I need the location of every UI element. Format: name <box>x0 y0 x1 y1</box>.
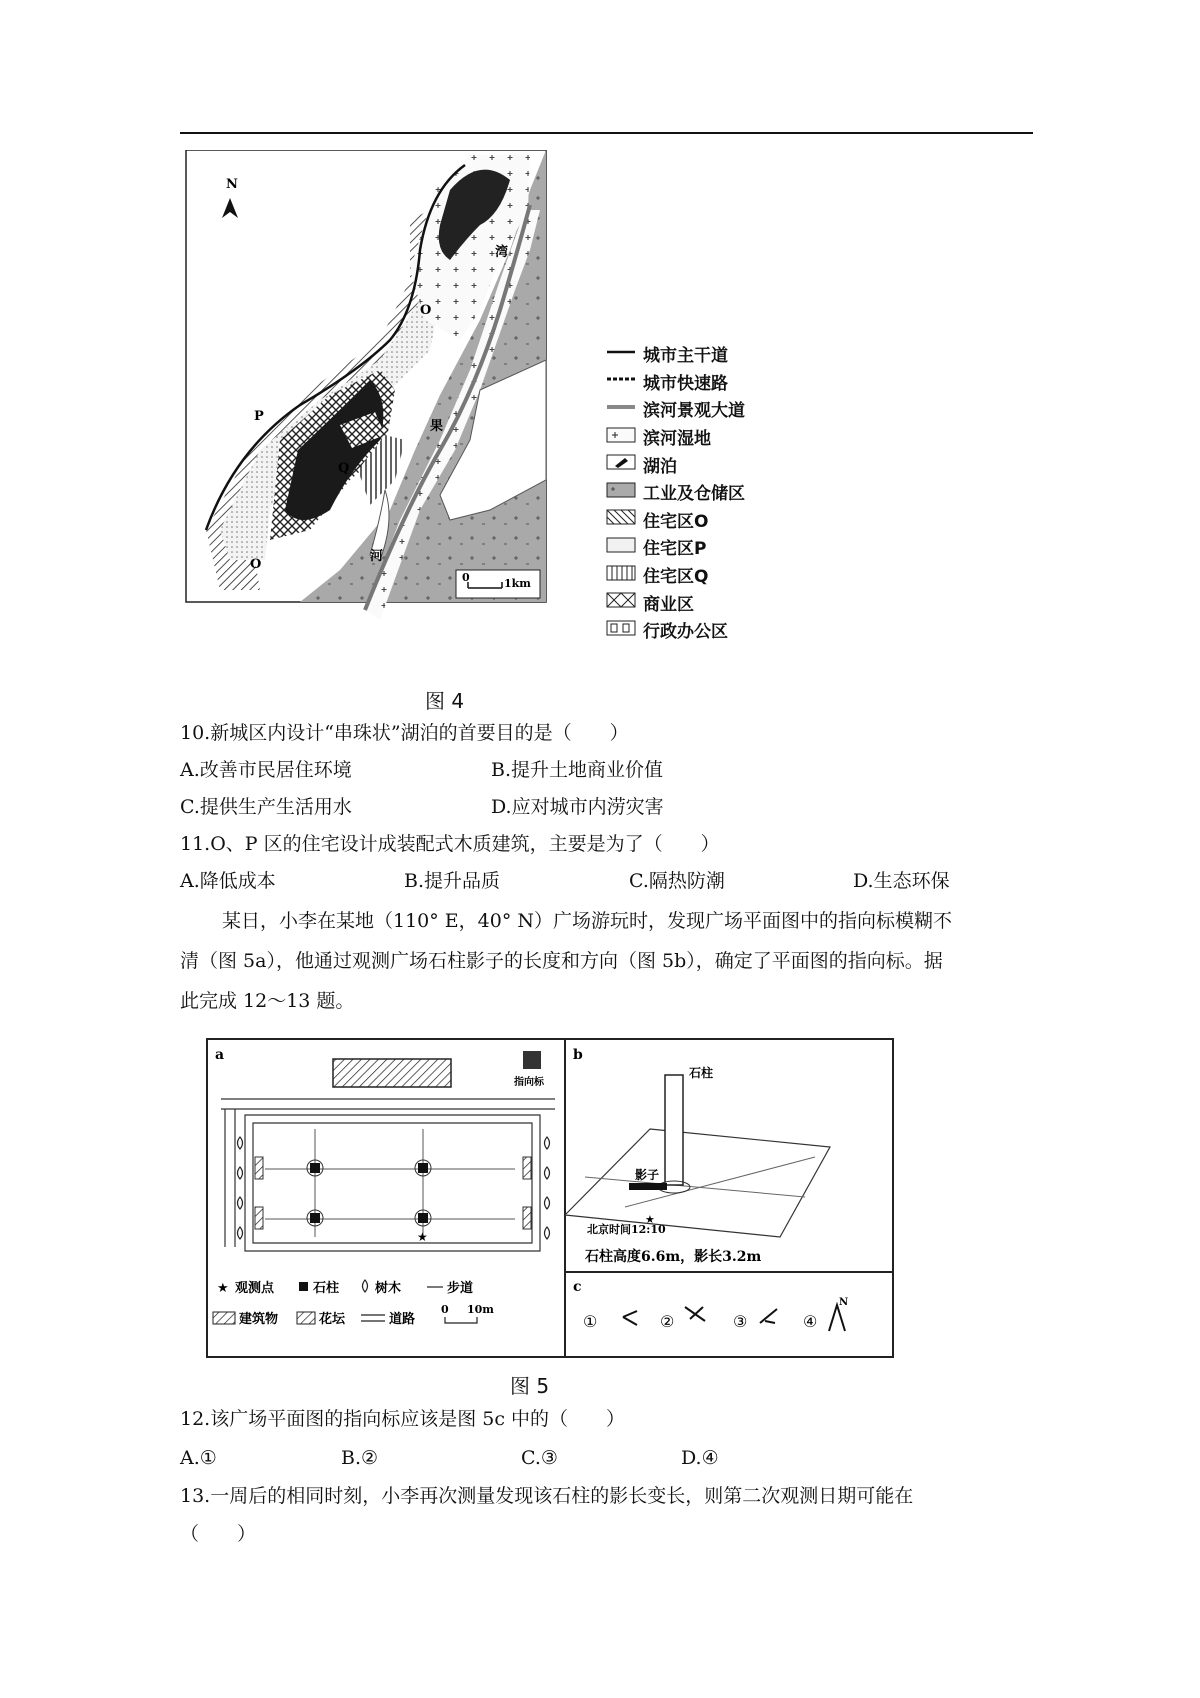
q11-option-c: C.隔热防潮 <box>629 870 725 892</box>
q11-option-b: B.提升品质 <box>404 870 501 892</box>
svg-text:河: 河 <box>370 549 384 564</box>
commercial-icon <box>605 591 637 613</box>
svg-text:北京时间12:10: 北京时间12:10 <box>587 1223 666 1236</box>
industrial-icon <box>605 481 637 503</box>
svg-text:步道: 步道 <box>447 1281 474 1296</box>
svg-text:a: a <box>215 1047 225 1063</box>
svg-text:①: ① <box>583 1312 598 1331</box>
q10-option-b: B.提升土地商业价值 <box>491 759 664 781</box>
svg-text:湾: 湾 <box>495 245 509 260</box>
legend-label: 商业区 <box>643 594 694 615</box>
legend-label: 住宅区O <box>643 511 709 532</box>
legend-label: 城市快速路 <box>643 373 728 394</box>
q10-option-d: D.应对城市内涝灾害 <box>491 796 664 818</box>
legend-label: 湖泊 <box>643 456 677 477</box>
header-rule <box>180 132 1033 134</box>
legend-label: 工业及仓储区 <box>643 484 745 505</box>
passage-line-3: 此完成 12～13 题。 <box>180 990 355 1012</box>
q11-option-d: D.生态环保 <box>853 870 950 892</box>
svg-text:10m: 10m <box>467 1303 494 1316</box>
svg-text:0: 0 <box>462 571 470 584</box>
svg-text:P: P <box>254 409 264 424</box>
legend-item <box>605 533 785 561</box>
legend-item <box>605 561 785 589</box>
expressway-icon <box>605 370 637 392</box>
svg-text:N: N <box>839 1297 849 1308</box>
observation-point-icon: ★ <box>417 1230 428 1244</box>
svg-text:③: ③ <box>733 1312 748 1331</box>
figure4-legend <box>605 340 785 644</box>
svg-text:道路: 道路 <box>389 1312 416 1327</box>
svg-text:石柱: 石柱 <box>689 1066 714 1080</box>
legend-label: 城市主干道 <box>643 346 728 367</box>
north-label: N <box>226 177 238 192</box>
residential-q-icon <box>605 564 637 586</box>
shadow <box>629 1183 667 1190</box>
svg-text:②: ② <box>660 1312 675 1331</box>
legend-label: 滨河湿地 <box>643 429 711 450</box>
svg-text:b: b <box>573 1047 583 1063</box>
q10-option-c: C.提供生产生活用水 <box>180 796 352 818</box>
svg-text:建筑物: 建筑物 <box>239 1312 279 1327</box>
svg-text:指向标: 指向标 <box>514 1077 544 1088</box>
q12-option-d: D.④ <box>681 1447 719 1469</box>
main-road-icon <box>605 343 637 365</box>
svg-text:石柱: 石柱 <box>313 1281 340 1296</box>
svg-text:花坛: 花坛 <box>319 1312 346 1327</box>
q12-option-b: B.② <box>341 1447 379 1469</box>
riverside-avenue-icon <box>605 398 637 420</box>
q13-stem: 13.一周后的相同时刻，小李再次测量发现该石柱的影长变长，则第二次观测日期可能在 <box>180 1485 914 1507</box>
legend-item <box>605 506 785 534</box>
legend-item <box>605 478 785 506</box>
wetland-icon <box>605 426 637 448</box>
legend-item <box>605 368 785 396</box>
svg-text:O: O <box>250 557 262 572</box>
legend-label: 住宅区P <box>643 539 707 560</box>
q10-stem: 10.新城区内设计“串珠状”湖泊的首要目的是（ ） <box>180 722 629 744</box>
legend-item <box>605 616 785 644</box>
residential-p-icon <box>605 536 637 558</box>
observer-star-icon: ★ <box>645 1213 655 1226</box>
svg-text:树木: 树木 <box>375 1281 402 1296</box>
svg-text:c: c <box>573 1279 582 1295</box>
q10-option-a: A.改善市民居住环境 <box>180 759 352 781</box>
svg-text:④: ④ <box>803 1312 818 1331</box>
q13-paren: （ ） <box>180 1523 257 1545</box>
svg-text:观测点: 观测点 <box>235 1281 275 1296</box>
legend-item <box>605 450 785 478</box>
figure5-caption: 图 5 <box>510 1374 550 1398</box>
q12-option-a: A.① <box>180 1447 217 1469</box>
svg-text:果: 果 <box>430 419 444 434</box>
legend-label: 滨河景观大道 <box>643 401 745 422</box>
figure-5 <box>205 1037 895 1362</box>
residential-o-icon <box>605 508 637 530</box>
svg-text:Q: Q <box>338 461 350 476</box>
passage-line-1: 某日，小李在某地（110° E，40° N）广场游玩时，发现广场平面图中的指向标模糊不 <box>222 910 953 932</box>
q11-option-a: A.降低成本 <box>180 870 276 892</box>
legend-item <box>605 588 785 616</box>
svg-text:石柱高度6.6m，影长3.2m: 石柱高度6.6m，影长3.2m <box>585 1249 762 1265</box>
legend-label: 住宅区Q <box>643 567 709 588</box>
svg-text:0: 0 <box>441 1303 449 1316</box>
svg-text:O: O <box>420 303 432 318</box>
q11-stem: 11.O、P 区的住宅设计成装配式木质建筑，主要是为了（ ） <box>180 833 720 855</box>
legend-label: 行政办公区 <box>643 622 728 643</box>
svg-text:1km: 1km <box>504 577 531 590</box>
q12-option-c: C.③ <box>521 1447 558 1469</box>
q12-stem: 12.该广场平面图的指向标应该是图 5c 中的（ ） <box>180 1408 626 1430</box>
legend-item <box>605 340 785 368</box>
passage-line-2: 清（图 5a），他通过观测广场石柱影子的长度和方向（图 5b），确定了平面图的指向标。据 <box>180 950 943 972</box>
lake-icon <box>605 453 637 475</box>
stone-pillar <box>665 1075 683 1185</box>
legend-item <box>605 423 785 451</box>
admin-icon <box>605 619 637 641</box>
legend-item <box>605 395 785 423</box>
svg-text:★: ★ <box>217 1281 229 1296</box>
figure4-caption: 图 4 <box>425 689 465 713</box>
svg-text:影子: 影子 <box>635 1168 660 1182</box>
